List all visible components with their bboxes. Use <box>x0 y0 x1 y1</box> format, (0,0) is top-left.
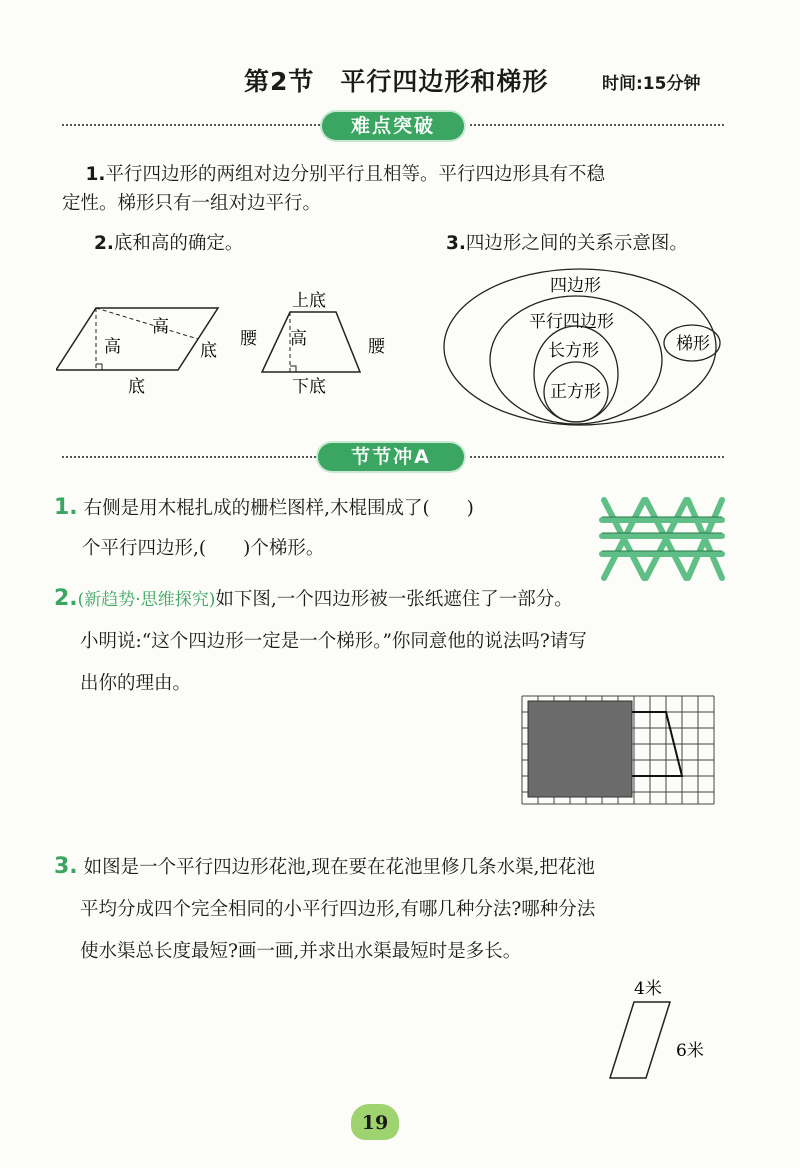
label-4m: 4米 <box>634 979 662 999</box>
quadrilateral-venn-diagram <box>440 264 740 430</box>
venn-label-rectangle: 长方形 <box>548 341 599 361</box>
label-height-inner: 高 <box>152 317 169 337</box>
label-height-side: 高 <box>104 337 121 357</box>
label-base-bottom: 底 <box>128 377 145 397</box>
venn-label-trapezoid: 梯形 <box>676 334 710 354</box>
fence-sticks <box>602 500 722 578</box>
point-1-line1: 平行四边形的两组对边分别平行且相等。平行四边形具有不稳 <box>105 164 605 185</box>
divider-left <box>62 456 316 458</box>
question-2-tag: (新趋势·思维探究) <box>77 590 216 610</box>
question-1-line1: 右侧是用木棍扎成的栅栏图样,木棍围成了( ) <box>83 498 474 519</box>
right-angle-mark <box>96 364 102 370</box>
question-1 <box>54 488 614 569</box>
divider-right <box>470 456 724 458</box>
label-top-base: 上底 <box>292 291 326 311</box>
divider-right <box>470 124 724 126</box>
label-leg-left: 腰 <box>240 329 257 349</box>
label-height: 高 <box>290 329 307 349</box>
point-3-num: 3. <box>446 233 466 254</box>
question-2-line1: 如下图,一个四边形被一张纸遮住了一部分。 <box>215 589 573 610</box>
base-height-figures <box>56 280 436 410</box>
question-1-line2: 个平行四边形,( )个梯形。 <box>82 538 325 559</box>
label-base-right: 底 <box>200 341 217 361</box>
point-1 <box>62 160 732 218</box>
divider-left <box>62 124 320 126</box>
question-3-num: 3. <box>54 854 78 879</box>
question-3-line2: 平均分成四个完全相同的小平行四边形,有哪几种分法?哪种分法 <box>80 899 596 920</box>
trapezoid-figure <box>240 291 386 397</box>
question-2-num: 2. <box>54 586 78 611</box>
label-leg-right: 腰 <box>368 337 385 357</box>
fence-figure <box>594 492 728 584</box>
time-label: 时间:15分钟 <box>602 74 701 94</box>
flower-bed-figure <box>600 968 720 1084</box>
section-title: 第2节 平行四边形和梯形 <box>244 67 549 96</box>
question-3-line1: 如图是一个平行四边形花池,现在要在花池里修几条水渠,把花池 <box>83 857 595 878</box>
label-bottom-base: 下底 <box>292 377 326 397</box>
question-2-line3: 出你的理由。 <box>80 673 192 694</box>
trapezoid-shape <box>262 312 360 372</box>
right-angle-mark <box>290 366 296 372</box>
point-2-num: 2. <box>94 233 114 254</box>
point-1-line2: 定性。梯形只有一组对边平行。 <box>62 193 322 214</box>
practice-banner: 节节冲A <box>318 443 464 471</box>
covered-quadrilateral-figure <box>520 694 720 808</box>
covering-paper <box>528 701 632 797</box>
parallelogram-diagonal-height <box>96 308 198 339</box>
point-3-text: 四边形之间的关系示意图。 <box>465 233 688 254</box>
point-2-text: 底和高的确定。 <box>113 233 244 254</box>
parallelogram-shape <box>56 308 218 370</box>
question-3-line3: 使水渠总长度最短?画一画,并求出水渠最短时是多长。 <box>80 941 522 962</box>
flower-bed-parallelogram <box>610 1002 670 1078</box>
point-1-num: 1. <box>85 164 106 185</box>
venn-label-quadrilateral: 四边形 <box>550 276 601 296</box>
parallelogram-figure <box>56 308 218 397</box>
question-3 <box>54 846 734 973</box>
question-2 <box>54 578 734 705</box>
venn-label-square: 正方形 <box>550 382 601 402</box>
page-number: 19 <box>351 1104 399 1140</box>
point-3 <box>446 229 688 258</box>
label-6m: 6米 <box>676 1041 704 1061</box>
point-2 <box>94 229 243 258</box>
question-2-line2: 小明说:“这个四边形一定是一个梯形。”你同意他的说法吗?请写 <box>80 631 587 652</box>
venn-label-parallelogram: 平行四边形 <box>529 312 614 332</box>
question-1-num: 1. <box>54 495 78 520</box>
key-points-banner: 难点突破 <box>322 112 464 140</box>
